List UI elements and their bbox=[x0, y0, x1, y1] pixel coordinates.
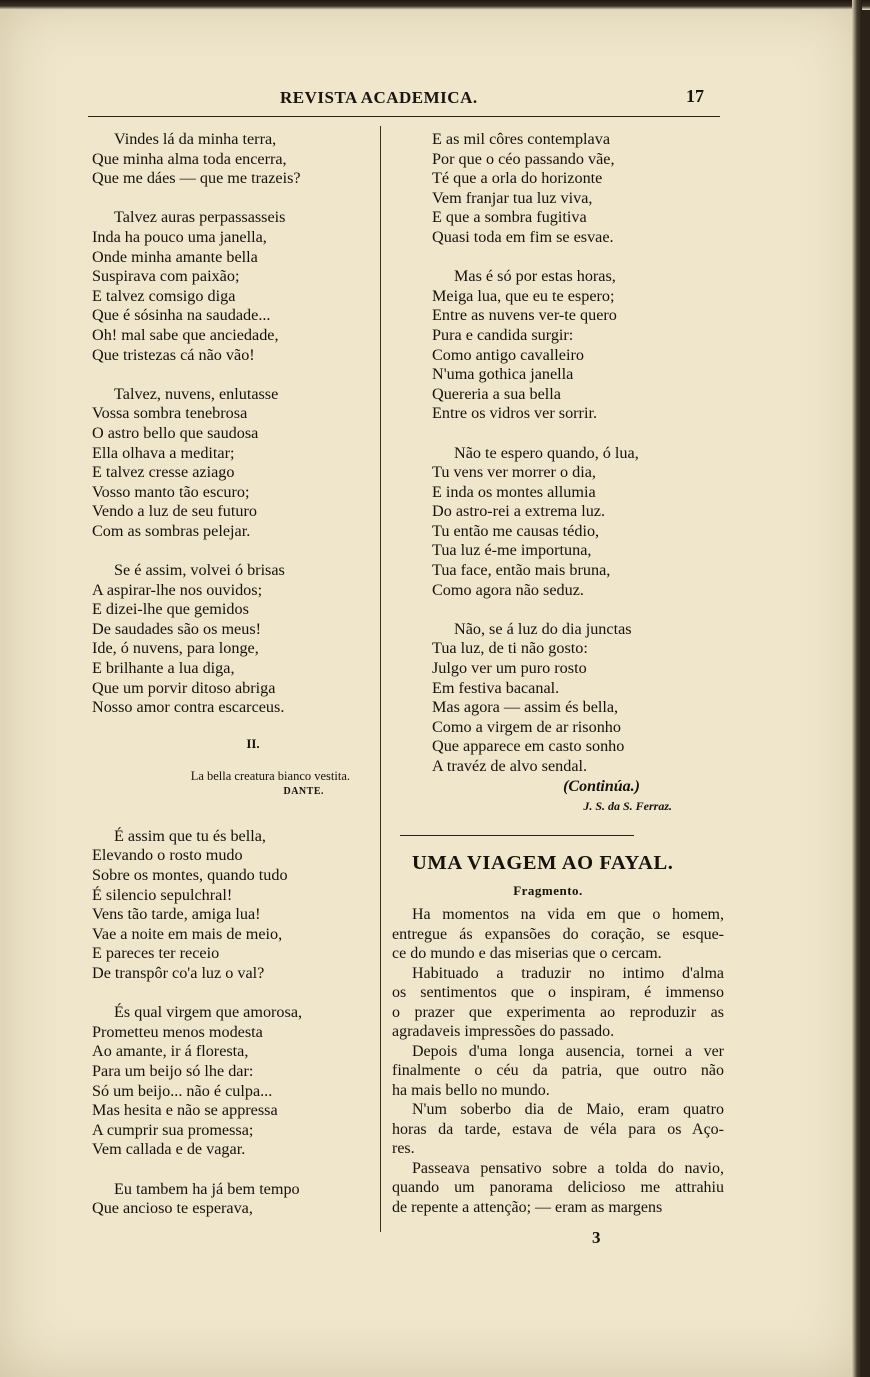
verse-line: Oh! mal sabe que anciedade, bbox=[92, 325, 279, 344]
article-paragraph bbox=[392, 1042, 724, 1101]
poem-stanzas-part-2 bbox=[92, 827, 374, 1219]
verse-line: Quasi toda em fim se esvae. bbox=[432, 227, 614, 246]
verse-line: Tua luz, de ti não gosto: bbox=[432, 639, 588, 658]
verse-line: Em festiva bacanal. bbox=[432, 678, 560, 697]
verse-line: O astro bello que saudosa bbox=[92, 423, 259, 442]
verse-line: De saudades são os meus! bbox=[92, 619, 262, 638]
verse-line: É assim que tu és bella, bbox=[114, 826, 266, 845]
article-paragraph bbox=[392, 1159, 724, 1218]
verse-line: De transpôr co'a luz o val? bbox=[92, 963, 265, 982]
verse-line: E inda os montes allumia bbox=[432, 482, 596, 501]
verse-line: Vendo a luz de seu futuro bbox=[92, 502, 257, 521]
stanza bbox=[92, 561, 374, 718]
verse-line: Talvez, nuvens, enlutasse bbox=[114, 384, 279, 403]
verse-line: Sobre os montes, quando tudo bbox=[92, 866, 288, 884]
verse-line: És qual virgem que amorosa, bbox=[114, 1003, 303, 1022]
stanza bbox=[92, 827, 374, 984]
verse-line: Suspirava com paixão; bbox=[92, 267, 240, 286]
verse-line: Não te espero quando, ó lua, bbox=[454, 443, 639, 462]
verse-line: Ella olhava a meditar; bbox=[92, 443, 235, 462]
article-line: ha mais bello no mundo. bbox=[392, 1081, 550, 1099]
page-top-edge bbox=[0, 0, 870, 10]
verse-line: Té que a orla do horizonte bbox=[432, 169, 603, 188]
stanza bbox=[92, 1003, 374, 1160]
article-line: ce do mundo e das miserias que o cercam. bbox=[392, 945, 662, 963]
verse-line: Vossa sombra tenebrosa bbox=[92, 404, 248, 423]
running-title: REVISTA ACADEMICA. bbox=[280, 88, 478, 107]
verse-line: A aspirar-lhe nos ouvidos; bbox=[92, 580, 263, 599]
verse-line: Por que o céo passando vãe, bbox=[432, 149, 615, 168]
article-line: res. bbox=[392, 1140, 415, 1158]
verse-line: Que é sósinha na saudade... bbox=[92, 306, 271, 325]
verse-line: Que tristezas cá não vão! bbox=[92, 345, 255, 364]
article-paragraph bbox=[392, 1100, 724, 1159]
article-line: Ha momentos na vida em que o homem, bbox=[412, 906, 724, 924]
poem-stanzas-continued bbox=[392, 130, 724, 777]
verse-line: Inda ha pouco uma janella, bbox=[92, 227, 267, 246]
article-line: finalmente o céu da patria, que outro não bbox=[392, 1062, 724, 1080]
verse-line: Mas hesita e não se appressa bbox=[92, 1101, 278, 1120]
stanza bbox=[92, 385, 374, 542]
article-line: Passeava pensativo sobre a tolda do navio, bbox=[412, 1159, 724, 1177]
verse-line: Mas agora — assim és bella, bbox=[432, 698, 619, 717]
epigraph: La bella creatura bianco vestita. bbox=[190, 768, 350, 783]
verse-line: Vem callada e de vagar. bbox=[92, 1140, 246, 1159]
verse-line: Que apparece em casto sonho bbox=[432, 737, 625, 756]
header-rule bbox=[88, 116, 720, 117]
verse-line: Pura e candida surgir: bbox=[432, 325, 574, 344]
article-line: de repente a attenção; — eram as margens bbox=[392, 1198, 663, 1216]
poem-stanzas-part-1 bbox=[92, 130, 374, 718]
article-paragraph bbox=[392, 905, 724, 964]
page-number: 17 bbox=[686, 86, 704, 106]
section-number: II. bbox=[246, 735, 260, 751]
verse-line: Onde minha amante bella bbox=[92, 247, 258, 266]
verse-line: Vem franjar tua luz viva, bbox=[432, 188, 593, 207]
article-subtitle: Fragmento. bbox=[513, 883, 583, 899]
verse-line: Que me dáes — que me trazeis? bbox=[92, 169, 301, 188]
article-line: o prazer que experimenta ao reproduzir as bbox=[392, 1003, 724, 1021]
verse-line: Só um beijo... não é culpa... bbox=[92, 1081, 273, 1100]
verse-line: Do astro-rei a extrema luz. bbox=[432, 502, 606, 521]
verse-line: Que um porvir ditoso abriga bbox=[92, 678, 276, 697]
page-right-edge bbox=[852, 0, 862, 1377]
column-divider bbox=[380, 126, 381, 1232]
verse-line: Talvez auras perpassasseis bbox=[114, 208, 286, 227]
article-line: entregue ás expansões do coração, se esque- bbox=[392, 925, 724, 943]
verse-line: Tu então me causas tédio, bbox=[432, 521, 600, 540]
continued-note: (Continúa.) bbox=[563, 778, 640, 796]
verse-line: Vens tão tarde, amiga lua! bbox=[92, 905, 261, 924]
article-line: Depois d'uma longa ausencia, tornei a ver bbox=[412, 1042, 724, 1060]
verse-line: E as mil côres contemplava bbox=[432, 130, 610, 148]
section-rule bbox=[400, 835, 634, 836]
verse-line: Que ancioso te esperava, bbox=[92, 1199, 253, 1218]
article-line: quando um panorama delicioso me attrahiu bbox=[392, 1179, 724, 1197]
stanza bbox=[92, 208, 374, 365]
verse-line: E talvez comsigo diga bbox=[92, 286, 236, 305]
stanza bbox=[392, 267, 724, 424]
left-column bbox=[92, 130, 374, 1219]
stanza bbox=[392, 620, 724, 777]
verse-line: N'uma gothica janella bbox=[432, 365, 574, 384]
stanza bbox=[392, 130, 724, 248]
verse-line: Vindes lá da minha terra, bbox=[114, 130, 277, 148]
verse-line: Como a virgem de ar risonho bbox=[432, 717, 621, 736]
verse-line: E brilhante a lua diga, bbox=[92, 659, 235, 678]
verse-line: Com as sombras pelejar. bbox=[92, 521, 251, 540]
verse-line: Vae a noite em mais de meio, bbox=[92, 924, 283, 943]
verse-line: Entre os vidros ver sorrir. bbox=[432, 404, 597, 423]
stanza bbox=[92, 130, 374, 189]
verse-line: Eu tambem ha já bem tempo bbox=[114, 1179, 300, 1198]
verse-line: E talvez cresse aziago bbox=[92, 463, 235, 482]
verse-line: Ide, ó nuvens, para longe, bbox=[92, 639, 259, 658]
verse-line: Prometteu menos modesta bbox=[92, 1022, 263, 1041]
epigraph-author: DANTE. bbox=[283, 785, 324, 797]
verse-line: Meiga lua, que eu te espero; bbox=[432, 286, 615, 305]
article-line: agradaveis impressões do passado. bbox=[392, 1023, 615, 1041]
verse-line: A travéz de alvo sendal. bbox=[432, 757, 588, 775]
right-column bbox=[392, 130, 724, 1217]
verse-line: Se é assim, volvei ó brisas bbox=[114, 561, 285, 580]
poem-signature: J. S. da S. Ferraz. bbox=[583, 799, 672, 814]
article-paragraph bbox=[392, 964, 724, 1042]
verse-line: Como agora não seduz. bbox=[432, 580, 584, 599]
verse-line: Como antigo cavalleiro bbox=[432, 345, 584, 364]
verse-line: Para um beijo só lhe dar: bbox=[92, 1061, 254, 1080]
verse-line: A cumprir sua promessa; bbox=[92, 1120, 254, 1139]
verse-line: Que minha alma toda encerra, bbox=[92, 149, 287, 168]
verse-line: Tua face, então mais bruna, bbox=[432, 561, 611, 580]
verse-line: Ao amante, ir á floresta, bbox=[92, 1042, 249, 1061]
verse-line: É silencio sepulchral! bbox=[92, 885, 233, 904]
verse-line: Mas é só por estas horas, bbox=[454, 267, 616, 286]
verse-line: E que a sombra fugitiva bbox=[432, 208, 587, 227]
verse-line: Não, se á luz do dia junctas bbox=[454, 619, 632, 638]
verse-line: E pareces ter receio bbox=[92, 944, 220, 963]
article-line: Habituado a traduzir no intimo d'alma bbox=[412, 964, 724, 982]
verse-line: Tu vens ver morrer o dia, bbox=[432, 463, 596, 482]
verse-line: Elevando o rosto mudo bbox=[92, 846, 243, 865]
article-line: N'um soberbo dia de Maio, eram quatro bbox=[412, 1101, 724, 1119]
verse-line: Julgo ver um puro rosto bbox=[432, 659, 587, 678]
verse-line: Entre as nuvens ver-te quero bbox=[432, 306, 617, 325]
verse-line: Tua luz é-me importuna, bbox=[432, 541, 592, 560]
article-title: UMA VIAGEM AO FAYAL. bbox=[412, 852, 674, 875]
article-line: horas da tarde, estava de véla para os Aço- bbox=[392, 1120, 724, 1138]
article-line: os sentimentos que o inspiram, é immenso bbox=[392, 984, 724, 1002]
verse-line: Nosso amor contra escarceus. bbox=[92, 698, 285, 717]
article-body bbox=[392, 905, 724, 1217]
verse-line: Quereria a sua bella bbox=[432, 384, 561, 403]
verse-line: E dizei-lhe que gemidos bbox=[92, 600, 249, 619]
signature-mark: 3 bbox=[592, 1228, 601, 1247]
stanza bbox=[92, 1180, 374, 1219]
stanza bbox=[392, 444, 724, 601]
verse-line: Vosso manto tão escuro; bbox=[92, 482, 250, 501]
